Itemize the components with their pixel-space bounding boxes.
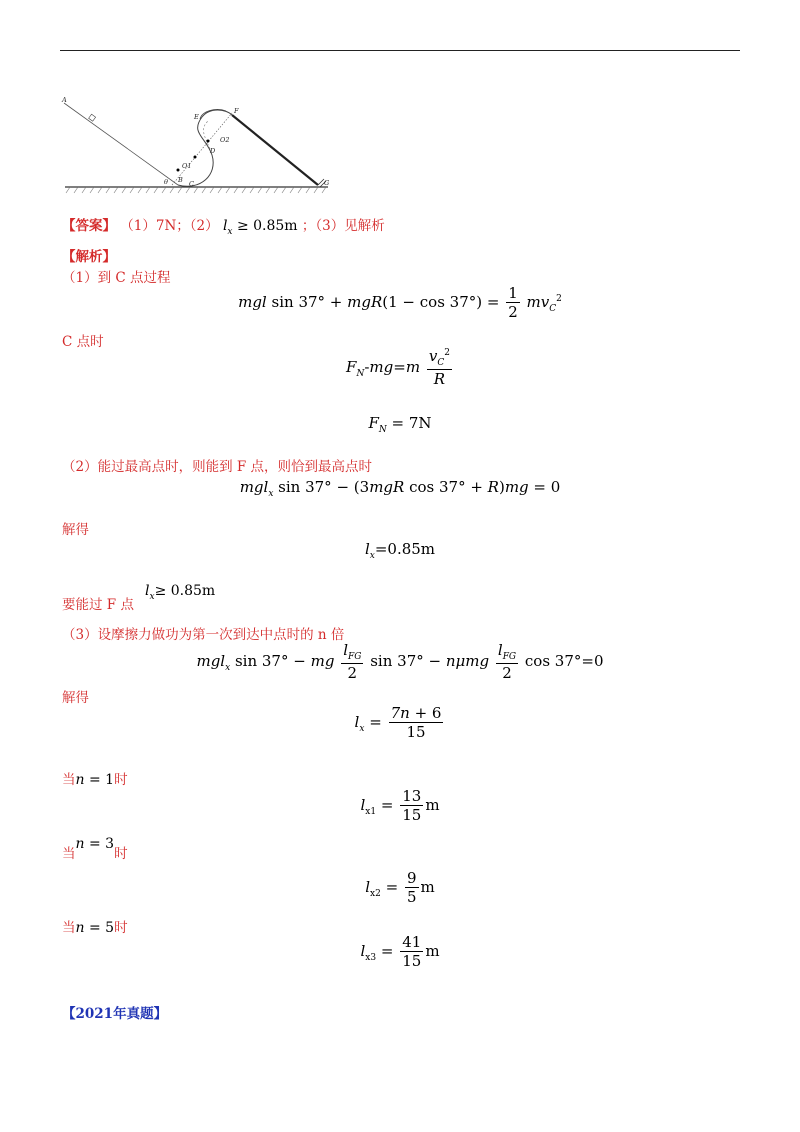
physics-diagram [60, 95, 360, 200]
equation-3: $F_N = 7N$ [368, 414, 432, 435]
equation-4: mgl$_x$ sin 37° − (3mgR cos 37° + R)mg = 0 [239, 478, 561, 499]
analysis-tag: 【解析】 [62, 249, 116, 265]
answer-line [62, 214, 385, 237]
when-3: 当 [62, 846, 76, 862]
label-d: D [210, 147, 216, 155]
solve-text-2: 解得 [62, 690, 89, 706]
case-n5: 当n = 5时 [62, 920, 128, 936]
time-1: 时 [114, 772, 128, 788]
step2-title: （2）能过最高点时，则能到 F 点，则恰到最高点时 [62, 459, 373, 475]
footer-year-tag: 【2021年真题】 [62, 1006, 168, 1022]
pass-f-text: 要能过 F 点 [62, 597, 134, 613]
header-rule [60, 50, 740, 51]
time-3: 时 [114, 846, 128, 862]
equation-5: $l_x=0.85m$ [364, 540, 436, 561]
equation-8: $l_{x1}$ = $\frac{13}{15}$ m [360, 787, 440, 824]
when-5: 当 [62, 920, 76, 936]
answer-tag: 【答案】 [62, 218, 116, 234]
equation-10: $l_{x3}$ = $\frac{41}{15}$ m [360, 933, 440, 970]
equation-7: $l_x$ = $\frac{7n + 6}{15}$ [354, 704, 442, 741]
pass-f-math: $l_x\ge 0.85m$ [145, 583, 216, 602]
case-n1: 当n = 1时 [62, 772, 128, 788]
answer-part2-math: $l_x \ge 0.85m$ [222, 218, 298, 237]
label-e: E [194, 113, 199, 121]
label-o1: O1 [182, 162, 192, 170]
label-a: A [62, 96, 67, 104]
solve-text-1: 解得 [62, 522, 89, 538]
c-point-text: C 点时 [62, 334, 104, 350]
answer-part3: ；（3）见解析 [301, 218, 385, 234]
step3-title: （3）设摩擦力做功为第一次到达中点时的 n 倍 [62, 627, 345, 643]
step1-title: （1）到 C 点过程 [62, 270, 171, 286]
label-c: C [189, 180, 194, 188]
label-b: B [178, 176, 183, 184]
equation-9: $l_{x2}$ = $\frac{9}{5}$ m [365, 869, 435, 906]
equation-1: mgl sin 37° + mgR(1 − cos 37°) = $\frac{1}{2}$ $mv_C^2$ [238, 284, 562, 321]
equation-6: mgl$_x$ sin 37° − mg $\frac{l_{FG}}{2}$ sin 37° − nμmg $\frac{l_{FG}}{2}$ cos 37°=0 [196, 641, 604, 682]
label-f: F [234, 107, 239, 115]
when-1: 当 [62, 772, 76, 788]
label-o2: O2 [220, 136, 230, 144]
label-theta: θ [164, 178, 168, 186]
label-g: G [324, 179, 330, 187]
time-5: 时 [114, 920, 128, 936]
answer-part1: （1）7N；（2） [120, 218, 219, 234]
case-n3: 当n = 3时 [62, 836, 128, 862]
equation-2: $F_N-mg=m$ $\frac{v_C^2}{R}$ [346, 347, 450, 388]
